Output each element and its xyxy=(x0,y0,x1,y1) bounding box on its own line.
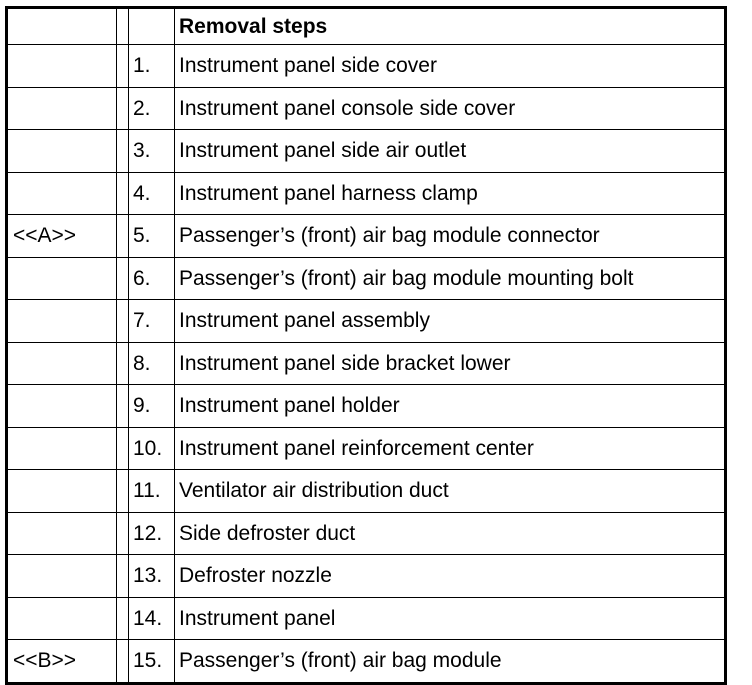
table-row xyxy=(7,215,726,258)
reference-mark: <<A>> xyxy=(7,215,117,258)
step-description: Instrument panel side cover xyxy=(175,45,726,88)
step-number: 13. xyxy=(129,555,175,598)
step-description: Instrument panel holder xyxy=(175,385,726,428)
step-number: 11. xyxy=(129,470,175,513)
gap-cell xyxy=(117,130,129,173)
gap-cell xyxy=(117,555,129,598)
reference-mark xyxy=(7,427,117,470)
reference-mark xyxy=(7,342,117,385)
step-description: Ventilator air distribution duct xyxy=(175,470,726,513)
step-description: Instrument panel xyxy=(175,597,726,640)
header-num-cell xyxy=(129,8,175,45)
table-row xyxy=(7,512,726,555)
table-row xyxy=(7,470,726,513)
table-row xyxy=(7,555,726,598)
header-ref-cell xyxy=(7,8,117,45)
gap-cell xyxy=(117,385,129,428)
step-description: Passenger’s (front) air bag module xyxy=(175,640,726,684)
table-row xyxy=(7,427,726,470)
table-row xyxy=(7,45,726,88)
step-number: 2. xyxy=(129,87,175,130)
table-row xyxy=(7,385,726,428)
reference-mark xyxy=(7,300,117,343)
step-description: Defroster nozzle xyxy=(175,555,726,598)
table-row xyxy=(7,342,726,385)
gap-cell xyxy=(117,172,129,215)
step-description: Instrument panel side air outlet xyxy=(175,130,726,173)
reference-mark xyxy=(7,45,117,88)
reference-mark xyxy=(7,470,117,513)
gap-cell xyxy=(117,427,129,470)
reference-mark xyxy=(7,385,117,428)
gap-cell xyxy=(117,342,129,385)
removal-steps-table xyxy=(5,6,727,685)
gap-cell xyxy=(117,215,129,258)
table-row xyxy=(7,87,726,130)
step-number: 15. xyxy=(129,640,175,684)
reference-mark xyxy=(7,512,117,555)
table-row xyxy=(7,257,726,300)
gap-cell xyxy=(117,45,129,88)
table-row xyxy=(7,130,726,173)
reference-mark xyxy=(7,87,117,130)
gap-cell xyxy=(117,597,129,640)
table-row xyxy=(7,172,726,215)
header-gap-cell xyxy=(117,8,129,45)
step-description: Instrument panel harness clamp xyxy=(175,172,726,215)
step-number: 4. xyxy=(129,172,175,215)
reference-mark xyxy=(7,257,117,300)
reference-mark: <<B>> xyxy=(7,640,117,684)
step-description: Side defroster duct xyxy=(175,512,726,555)
step-number: 14. xyxy=(129,597,175,640)
reference-mark xyxy=(7,130,117,173)
gap-cell xyxy=(117,300,129,343)
step-number: 9. xyxy=(129,385,175,428)
header-title: Removal steps xyxy=(175,8,726,45)
reference-mark xyxy=(7,597,117,640)
gap-cell xyxy=(117,257,129,300)
gap-cell xyxy=(117,87,129,130)
step-number: 10. xyxy=(129,427,175,470)
step-description: Instrument panel reinforcement center xyxy=(175,427,726,470)
reference-mark xyxy=(7,172,117,215)
step-number: 6. xyxy=(129,257,175,300)
step-description: Instrument panel console side cover xyxy=(175,87,726,130)
reference-mark xyxy=(7,555,117,598)
header-row xyxy=(7,8,726,45)
table-row xyxy=(7,597,726,640)
gap-cell xyxy=(117,640,129,684)
step-number: 1. xyxy=(129,45,175,88)
step-number: 5. xyxy=(129,215,175,258)
removal-steps-body xyxy=(7,8,726,684)
step-number: 12. xyxy=(129,512,175,555)
step-description: Passenger’s (front) air bag module mounting bolt xyxy=(175,257,726,300)
gap-cell xyxy=(117,512,129,555)
gap-cell xyxy=(117,470,129,513)
step-number: 8. xyxy=(129,342,175,385)
table-row xyxy=(7,300,726,343)
step-number: 7. xyxy=(129,300,175,343)
step-number: 3. xyxy=(129,130,175,173)
step-description: Instrument panel assembly xyxy=(175,300,726,343)
step-description: Passenger’s (front) air bag module connector xyxy=(175,215,726,258)
step-description: Instrument panel side bracket lower xyxy=(175,342,726,385)
table-row xyxy=(7,640,726,684)
